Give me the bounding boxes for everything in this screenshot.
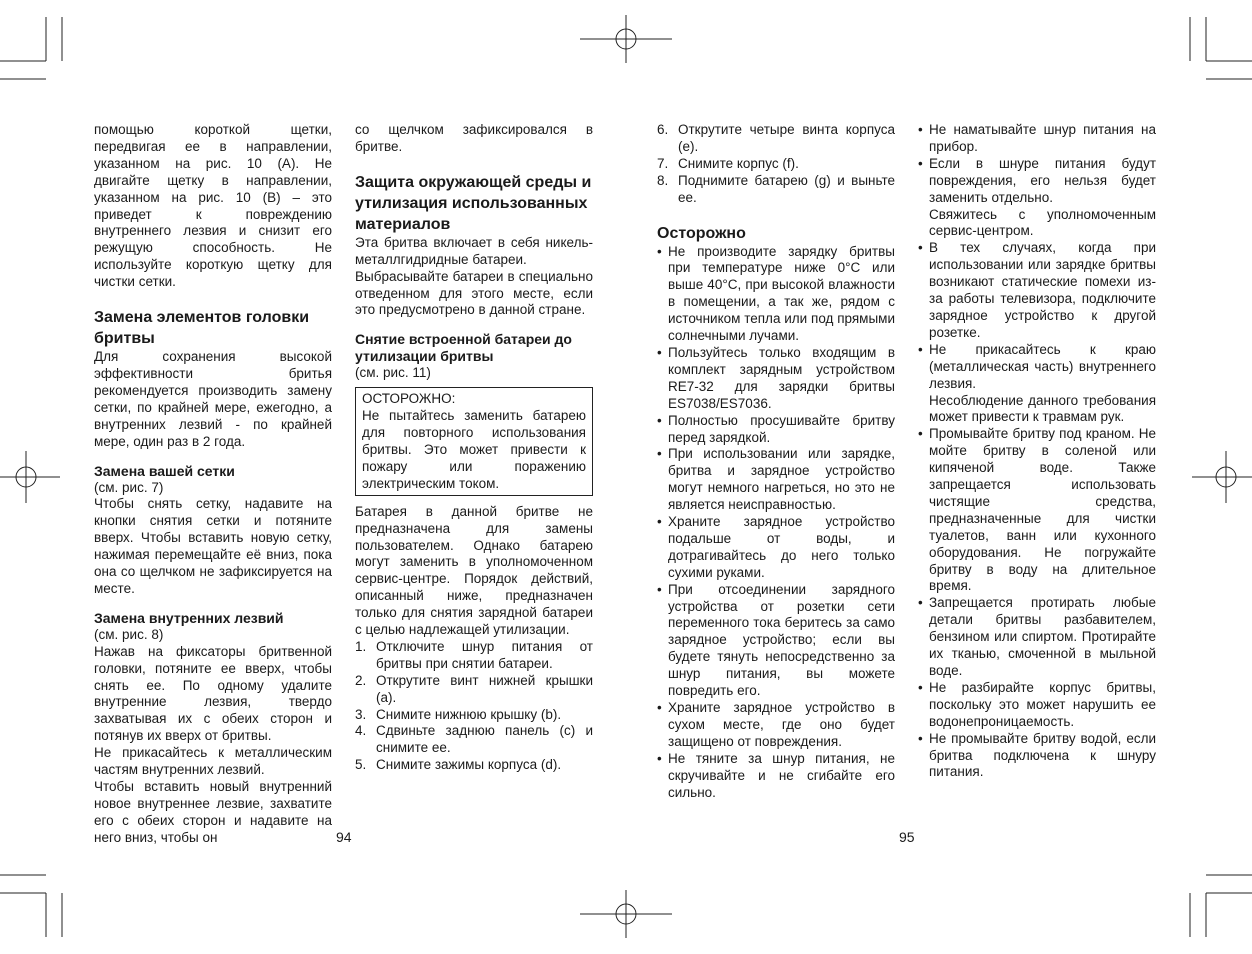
heading-caution: Осторожно bbox=[657, 224, 746, 242]
caution-list-continued bbox=[918, 122, 1156, 781]
caution-text: Промывайте бритву под краном. Не мойте бритву в соленой или кипяченой воде. Также запрещается использовать чистящие средства, предназначенные для чистки туалетов, ванн или кухонного оборудования. Не погружайте бритву в воду на длительное время. bbox=[929, 426, 1156, 594]
list-item bbox=[355, 639, 593, 673]
removal-figure-ref: (см. рис. 11) bbox=[355, 365, 431, 381]
removal-steps-list bbox=[355, 639, 593, 774]
caution-text: Не прикасайтесь к краю (металлическая часть) внутреннего лезвия. bbox=[929, 341, 1156, 391]
list-item: • Храните зарядное устройство подальше от воды, и дотрагивайтесь до него только сухими руками. bbox=[657, 514, 895, 580]
list-item bbox=[355, 723, 593, 757]
list-item: • Не тяните за шнур питания, не скручивайте и не сгибайте его сильно. bbox=[657, 750, 895, 800]
caution-text: Пользуйтесь только входящим в комплект зарядным устройством RE7-32 для зарядки бритвы ES7038/ES7036. bbox=[668, 344, 895, 411]
step-text: Снимите корпус (f). bbox=[678, 155, 799, 171]
step-text: Сдвиньте заднюю панель (c) и снимите ее. bbox=[376, 723, 593, 756]
step-number: 4. bbox=[355, 723, 367, 739]
caution-text: Храните зарядное устройство подальше от воды, и дотрагивайтесь до него только сухими руками. bbox=[668, 514, 895, 580]
blades-warning-text: Не прикасайтесь к металлическим частям внутренних лезвий. bbox=[94, 745, 332, 778]
battery-text: Батарея в данной бритве не предназначена для замены пользователем. Однако батарею могут заменить в уполномоченном сервис-центре. Порядок действий, описанный ниже, предназначен только для снятия зарядной батареи с целью надлежащей утилизации. bbox=[355, 503, 593, 638]
environment-text-2: Выбрасывайте батареи в специально отведенном для этого месте, если это предусмотрено в данной стране. bbox=[355, 268, 593, 318]
list-item: • При отсоединении зарядного устройства от розетки сети переменного тока беритесь за само зарядное устройство; если вы будете тянуть непосредственно за шнур питания, вы можете повредить его. bbox=[657, 581, 895, 699]
heading-replace-blades: Замена внутренних лезвий bbox=[94, 609, 284, 626]
list-item: • Храните зарядное устройство в сухом месте, где оно будет защищено от повреждения. bbox=[657, 700, 895, 749]
step-text: Открутите винт нижней крышки (a). bbox=[376, 672, 593, 705]
column-4 bbox=[918, 122, 1156, 781]
caution-text: Если в шнуре питания будут повреждения, его нельзя будет заменить отдельно. bbox=[929, 155, 1156, 205]
list-item: • Не наматывайте шнур питания на прибор. bbox=[918, 122, 1156, 154]
caution-text: Храните зарядное устройство в сухом месте, где оно будет защищено от повреждения. bbox=[668, 700, 895, 749]
list-item bbox=[355, 757, 593, 774]
page-number-right: 95 bbox=[899, 829, 915, 845]
step-number: 1. bbox=[355, 638, 367, 654]
step-number: 8. bbox=[657, 172, 669, 188]
step-number: 5. bbox=[355, 757, 367, 773]
step-number: 7. bbox=[657, 155, 669, 171]
brush-cleaning-text: помощью короткой щетки, передвигая ее в направлении, указанном на рис. 10 (A). Не двигайте щетку в направлении, указанном на рис. 10 (B) – это приведет к повреждению внутреннего лезвия и снизит его режущую способность. Не используйте короткую щетку для чистки сетки. bbox=[94, 122, 332, 290]
insert-blades-continued: со щелчком зафиксировался в бритве. bbox=[355, 122, 593, 154]
caution-text: Не промывайте бритву водой, если бритва подключена к шнуру питания. bbox=[929, 730, 1156, 780]
warning-text: Не пытайтесь заменить батарею для повторного использования бритвы. Это может привести к пожару или поражению электрическим током. bbox=[362, 408, 586, 491]
list-item: • Не производите зарядку бритвы при температуре ниже 0°C или выше 40°C, при высокой влажности в помещении, а так же, рядом с источником тепла или под прямыми солнечными лучами. bbox=[657, 243, 895, 344]
list-item: • Промывайте бритву под краном. Не мойте бритву в соленой или кипяченой воде. Также запрещается использовать чистящие средства, предназначенные для чистки туалетов, ванн или кухонного оборудования. Не погружайте бритву в воду на длительное время. bbox=[918, 426, 1156, 594]
page-number-left: 94 bbox=[336, 829, 352, 845]
list-item: • Запрещается протирать любые детали бритвы разбавителем, бензином или спиртом. Протирайте их тканью, смоченной в мыльной воде. bbox=[918, 595, 1156, 678]
caution-text: Полностью просушивайте бритву перед зарядкой. bbox=[668, 412, 895, 445]
list-item bbox=[657, 156, 895, 173]
step-text: Открутите четыре винта корпуса (e). bbox=[678, 122, 895, 154]
heading-battery-removal: Снятие встроенной батареи до утилизации бритвы bbox=[355, 331, 572, 365]
list-item: • Если в шнуре питания будут повреждения, его нельзя будет заменить отдельно. Свяжитесь с уполномоченным сервис-центром. bbox=[918, 155, 1156, 239]
list-item bbox=[355, 673, 593, 707]
caution-text: Запрещается протирать любые детали бритвы разбавителем, бензином или спиртом. Протирайте их тканью, смоченной в мыльной воде. bbox=[929, 595, 1156, 678]
warning-title: ОСТОРОЖНО: bbox=[362, 391, 456, 407]
column-3 bbox=[657, 122, 895, 801]
step-text: Снимите нижнюю крышку (b). bbox=[376, 706, 562, 722]
warning-box bbox=[355, 387, 593, 495]
column-1 bbox=[94, 122, 332, 847]
list-item bbox=[657, 122, 895, 156]
heading-environment: Защита окружающей среды и утилизация использованных материалов bbox=[355, 173, 592, 233]
caution-extra-text: Несоблюдение данного требования может привести к травмам рук. bbox=[929, 392, 1156, 425]
column-2 bbox=[355, 122, 593, 774]
caution-text: Не разбирайте корпус бритвы, поскольку это может нарушить ее водонепроницаемость. bbox=[929, 679, 1156, 729]
heading-replace-foil: Замена вашей сетки bbox=[94, 462, 235, 479]
step-text: Отключите шнур питания от бритвы при снятии батареи. bbox=[376, 638, 593, 671]
insert-blades-text: Чтобы вставить новый внутренний новое внутреннее лезвие, захватите его с обеих сторон и надавите на него вниз, чтобы он bbox=[94, 779, 332, 845]
caution-text: В тех случаях, когда при использовании или зарядке бритвы возникают статические помехи из-за работы телевизора, подключите зарядное устройство к другой розетке. bbox=[929, 240, 1156, 340]
list-item: • Не промывайте бритву водой, если бритва подключена к шнуру питания. bbox=[918, 730, 1156, 780]
caution-text: При использовании или зарядке, бритва и зарядное устройство могут немного нагреться, но это не является неисправностью. bbox=[668, 446, 895, 513]
list-item: • Не прикасайтесь к краю (металлическая часть) внутреннего лезвия. Несоблюдение данного требования может привести к травмам рук. bbox=[918, 341, 1156, 425]
list-item bbox=[355, 707, 593, 724]
caution-list bbox=[657, 244, 895, 802]
blades-figure-ref: (см. рис. 8) bbox=[94, 626, 164, 642]
list-item: • Пользуйтесь только входящим в комплект зарядным устройством RE7-32 для зарядки бритвы ES7038/ES7036. bbox=[657, 344, 895, 411]
removal-steps-list-continued bbox=[657, 122, 895, 207]
step-number: 2. bbox=[355, 672, 367, 688]
step-number: 6. bbox=[657, 122, 669, 137]
replace-foil-text: Чтобы снять сетку, надавите на кнопки снятия сетки и потяните вверх. Чтобы вставить новую сетку, нажимая перемещайте её вниз, пока она со щелчком не зафиксируется на месте. bbox=[94, 496, 332, 596]
caution-text: Не наматывайте шнур питания на прибор. bbox=[929, 122, 1156, 154]
list-item: • Полностью просушивайте бритву перед зарядкой. bbox=[657, 412, 895, 445]
list-item: • Не разбирайте корпус бритвы, поскольку это может нарушить ее водонепроницаемость. bbox=[918, 679, 1156, 729]
replace-blades-text: Нажав на фиксаторы бритвенной головки, потяните ее вверх, чтобы снять ее. По одному удалите внутренние лезвия, твердо захватывая их с обеих сторон и потянув их вверх от бритвы. bbox=[94, 643, 332, 744]
list-item: • При использовании или зарядке, бритва и зарядное устройство могут немного нагреться, но это не является неисправностью. bbox=[657, 446, 895, 513]
list-item: • В тех случаях, когда при использовании или зарядке бритвы возникают статические помехи из-за работы телевизора, подключите зарядное устройство к другой розетке. bbox=[918, 240, 1156, 340]
caution-text: Не производите зарядку бритвы при температуре ниже 0°C или выше 40°C, при высокой влажности в помещении, а так же, рядом с источником тепла или под прямыми солнечными лучами. bbox=[668, 243, 895, 344]
replace-parts-text: Для сохранения высокой эффективности бритья рекомендуется производить замену сетки, по крайней мере, ежегодно, а внутренних лезвий - по крайней мере, один раз в 2 года. bbox=[94, 349, 332, 449]
step-number: 3. bbox=[355, 706, 367, 722]
caution-extra-text: Свяжитесь с уполномоченным сервис-центром. bbox=[929, 206, 1156, 239]
step-text: Поднимите батарею (g) и выньте ее. bbox=[678, 172, 895, 205]
caution-text: При отсоединении зарядного устройства от розетки сети переменного тока беритесь за само зарядное устройство; если вы будете тянуть непосредственно за шнур питания, вы можете повредить его. bbox=[668, 581, 895, 699]
heading-replace-parts: Замена элементов головки бритвы bbox=[94, 309, 310, 348]
step-text: Снимите зажимы корпуса (d). bbox=[376, 757, 562, 773]
list-item bbox=[657, 173, 895, 207]
foil-figure-ref: (см. рис. 7) bbox=[94, 479, 164, 495]
caution-text: Не тяните за шнур питания, не скручивайте и не сгибайте его сильно. bbox=[668, 750, 895, 800]
environment-text-1: Эта бритва включает в себя никель-металлгидридные батареи. bbox=[355, 234, 593, 267]
